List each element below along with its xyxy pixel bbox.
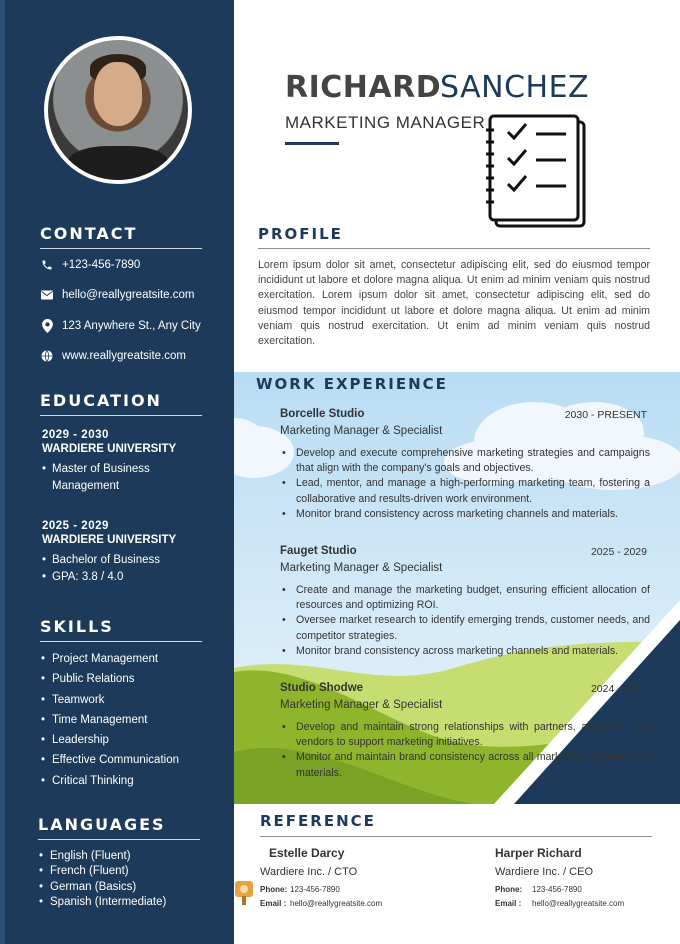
profile-rule [258,248,650,249]
education-detail: • Master of Business Management [52,461,182,495]
education-detail: • GPA: 3.8 / 4.0 [52,569,176,586]
work-heading: WORK EXPERIENCE [256,375,448,393]
phone-icon [40,258,54,272]
sidebar-edge [0,0,5,944]
languages-rule [38,839,200,840]
job-company: Studio Shodwe [280,682,364,694]
reference-email-value: hello@reallygreatsite.com [290,899,383,908]
job-entry [280,682,650,781]
contact-rule [40,248,202,249]
contact-phone [40,258,140,272]
phone-text: +123-456-7890 [62,259,141,271]
education-entry [42,520,176,586]
language-item: • Spanish (Intermediate) [50,895,166,910]
reference-role: Wardiere Inc. / CEO [495,866,594,878]
job-bullets [280,583,650,659]
website-text: www.reallygreatsite.com [62,350,186,362]
education-rule [40,415,202,416]
education-details [42,461,182,495]
job-bullet: • Monitor and maintain brand consistency across all marketing channels and materials. [296,750,650,780]
reference-phone-value: 123-456-7890 [532,885,582,894]
skill-item: • Leadership [52,730,179,750]
skills-rule [40,641,202,642]
job-title: MARKETING MANAGER [285,113,486,132]
location-icon [40,319,54,333]
education-years: 2029 - 2030 [42,429,109,441]
skill-item: • Effective Communication [52,750,179,770]
reference-name: Harper Richard [495,846,582,860]
email-icon [40,288,54,302]
skills-list [40,649,179,791]
reference-rule [260,836,652,837]
education-detail: • Bachelor of Business [52,552,176,569]
contact-website [40,349,186,363]
job-bullet: • Monitor brand consistency across marketing channels and materials. [296,644,650,659]
job-entry [280,408,650,522]
reference-heading: REFERENCE [260,812,376,830]
reference-email-label: Email : [495,899,522,908]
title-rule [285,142,339,145]
profile-photo [44,36,192,184]
pin-icon [234,880,254,906]
job-bullets [280,720,650,781]
reference-phone-label: Phone: [260,885,288,894]
profile-heading: PROFILE [258,225,343,243]
job-bullet: • Monitor brand consistency across marketing channels and materials. [296,507,650,522]
address-text: 123 Anywhere St., Any City [62,320,201,332]
skill-item: • Time Management [52,710,179,730]
education-school: WARDIERE UNIVERSITY [42,443,177,455]
globe-icon [40,349,54,363]
language-item: • German (Basics) [50,880,166,895]
language-item: • English (Fluent) [50,849,166,864]
skill-item: • Project Management [52,649,179,669]
job-bullet: • Develop and execute comprehensive marketing strategies and campaigns that align with the company's goals and objectives. [296,446,650,476]
reference-phone [260,885,340,894]
languages-heading: LANGUAGES [38,815,166,834]
avatar-shirt [68,146,168,180]
reference-email [260,899,382,908]
job-role: Marketing Manager & Specialist [280,699,443,711]
last-name: SANCHEZ [440,70,590,105]
skill-item: • Critical Thinking [52,771,179,791]
sidebar [0,0,234,944]
job-role: Marketing Manager & Specialist [280,425,443,437]
contact-email [40,288,194,302]
reference-email-value: hello@reallygreatsite.com [532,899,625,908]
job-dates: 2025 - 2029 [590,546,647,558]
job-bullet: • Oversee market research to identify emerging trends, customer needs, and competitor strategies. [296,613,650,643]
education-school: WARDIERE UNIVERSITY [42,534,177,546]
email-text: hello@reallygreatsite.com [62,289,195,301]
job-dates: 2024 - 2025 [590,683,647,695]
job-role: Marketing Manager & Specialist [280,562,443,574]
avatar-face [94,62,142,126]
skill-item: • Teamwork [52,690,179,710]
job-company: Fauget Studio [280,545,357,557]
first-name: RICHARD [285,70,442,105]
checklist-icon [484,108,594,232]
education-details [42,552,176,586]
reference-name: Estelle Darcy [269,846,345,860]
language-item: • French (Fluent) [50,864,166,879]
skills-heading: SKILLS [40,617,114,636]
reference-phone-label: Phone: [495,885,523,894]
job-company: Borcelle Studio [280,408,365,420]
reference-role: Wardiere Inc. / CTO [260,866,358,878]
job-bullets [280,446,650,522]
reference-phone-value: 123-456-7890 [290,885,340,894]
profile-text: Lorem ipsum dolor sit amet, consectetur adipiscing elit, sed do eiusmod tempor incididunt ut labore et dolore magna aliqua. Ut enim ad minim veniam quis nostrud exercitation. Lorem ipsum dolor sit amet, consectetur adipiscing elit, sed do eiusmod tempor incididunt ut labore et dolore magna aliqua. Ut enim ad minim veniam quis nostrud exercitation. Ut enim ad minim veniam quis nostrud exercitation. [258,259,650,348]
avatar [48,40,188,180]
job-bullet: • Develop and maintain strong relationships with partners, agencies, and vendors to support marketing initiatives. [296,720,650,750]
reference-email-label: Email : [260,899,287,908]
job-bullet: • Lead, mentor, and manage a high-performing marketing team, fostering a collaborative and results-driven work environment. [296,476,650,506]
reference-email [495,899,624,908]
languages-list [38,849,166,911]
skill-item: • Public Relations [52,669,179,689]
education-years: 2025 - 2029 [42,520,109,532]
contact-heading: CONTACT [40,224,138,243]
contact-address [40,319,201,333]
education-entry [42,429,182,495]
education-heading: EDUCATION [40,391,162,410]
job-entry [280,545,650,659]
job-bullet: • Create and manage the marketing budget, ensuring efficient allocation of resources and optimizing ROI. [296,583,650,613]
job-dates: 2030 - PRESENT [564,409,647,421]
reference-phone [495,885,582,894]
